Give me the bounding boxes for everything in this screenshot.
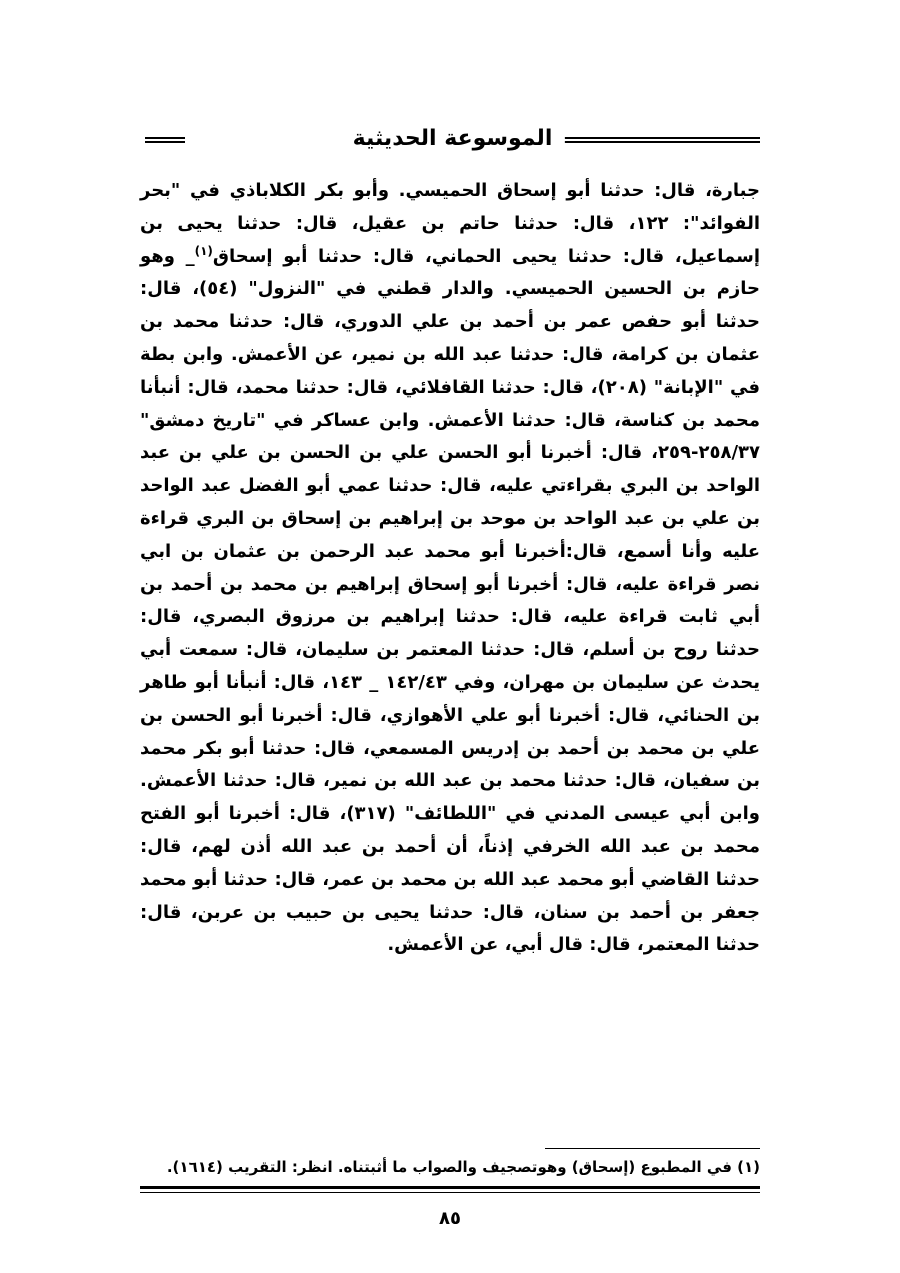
text-after-ref: _ وهو حازم بن الحسين الحميسي. والدار قطني في "النزول" (٥٤)، قال: حدثنا أبو حفص عمر بن أحمد بن علي الدوري، قال: حدثنا محمد بن عثمان بن كرامة، قال: حدثنا عبد الله بن نمير، عن الأعمش. وابن بطة في "الإبانة" (٢٠٨)، قال: حدثنا القافلائي، قال: حدثنا محمد، قال: أنبأنا محمد بن كناسة، قال: حدثنا الأعمش. وابن عساكر في "تاريخ دمشق" ٢٥٨/٣٧-٢٥٩، قال: أخبرنا أبو الحسن علي بن الحسن بن علي بن عبد الواحد بن البري بقراءتي عليه، قال: حدثنا عمي أبو الفضل عبد الواحد بن علي بن عبد الواحد بن موحد بن إبراهيم بن إسحاق بن البري قراءة عليه وأنا أسمع، قال:أخبرنا أبو محمد عبد الرحمن بن عثمان بن ابي نصر قراءة عليه، قال: أخبرنا أبو إسحاق إبراهيم بن محمد بن أحمد بن أبي ثابت قراءة عليه، قال: حدثنا إبراهيم بن مرزوق البصري، قال: حدثنا روح بن أسلم، قال: حدثنا المعتمر بن سليمان، قال: سمعت أبي يحدث عن سليمان بن مهران، وفي ١٤٢/٤٣ _ ١٤٣، قال: أنبأنا أبو طاهر بن الحنائي، قال: أخبرنا أبو علي الأهوازي، قال: أخبرنا أبو الحسن بن علي بن محمد بن أحمد بن إدريس المسمعي، قال: حدثنا أبو بكر محمد بن سفيان، قال: حدثنا محمد بن عبد الله بن نمير، قال: حدثنا الأعمش. وابن أبي عيسى المدني في "اللطائف" (٣١٧)، قال: أخبرنا أبو الفتح محمد بن عبد الله الخرفي إذناً، أن أحمد بن عبد الله أذن لهم، قال: حدثنا القاضي أبو محمد عبد الله بن محمد بن عمر، قال: حدثنا أبو محمد جعفر بن أحمد بن سنان، قال: حدثنا يحيى بن حبيب بن عربن، قال: حدثنا المعتمر، قال: قال أبي، عن الأعمش. [140,245,760,956]
main-text [140,175,760,962]
page-number: ٨٥ [439,1208,461,1229]
text-before-ref: جبارة، قال: حدثنا أبو إسحاق الحميسي. وأبو بكر الكلاباذي في "بحر الفوائد": ١٢٢، قال: حدثنا حاتم بن عقيل، قال: حدثنا يحيى بن إسماعيل، قال: حدثنا يحيى الحماني، قال: حدثنا أبو إسحاق [140,180,761,267]
footnote-reference: (١) [194,243,213,258]
header-rule-left [145,137,185,143]
footnote: (١) في المطبوع (إسحاق) وهوتصجيف والصواب ما أثبتناه. انظر: التقريب (١٦١٤). [166,1158,760,1176]
page-header [145,122,760,156]
bottom-rule-thin [140,1192,760,1193]
footnote-separator [545,1148,760,1149]
bottom-rule [140,1186,760,1189]
main-paragraph [140,175,760,962]
page-title: الموسوعة الحديثية [341,122,565,156]
